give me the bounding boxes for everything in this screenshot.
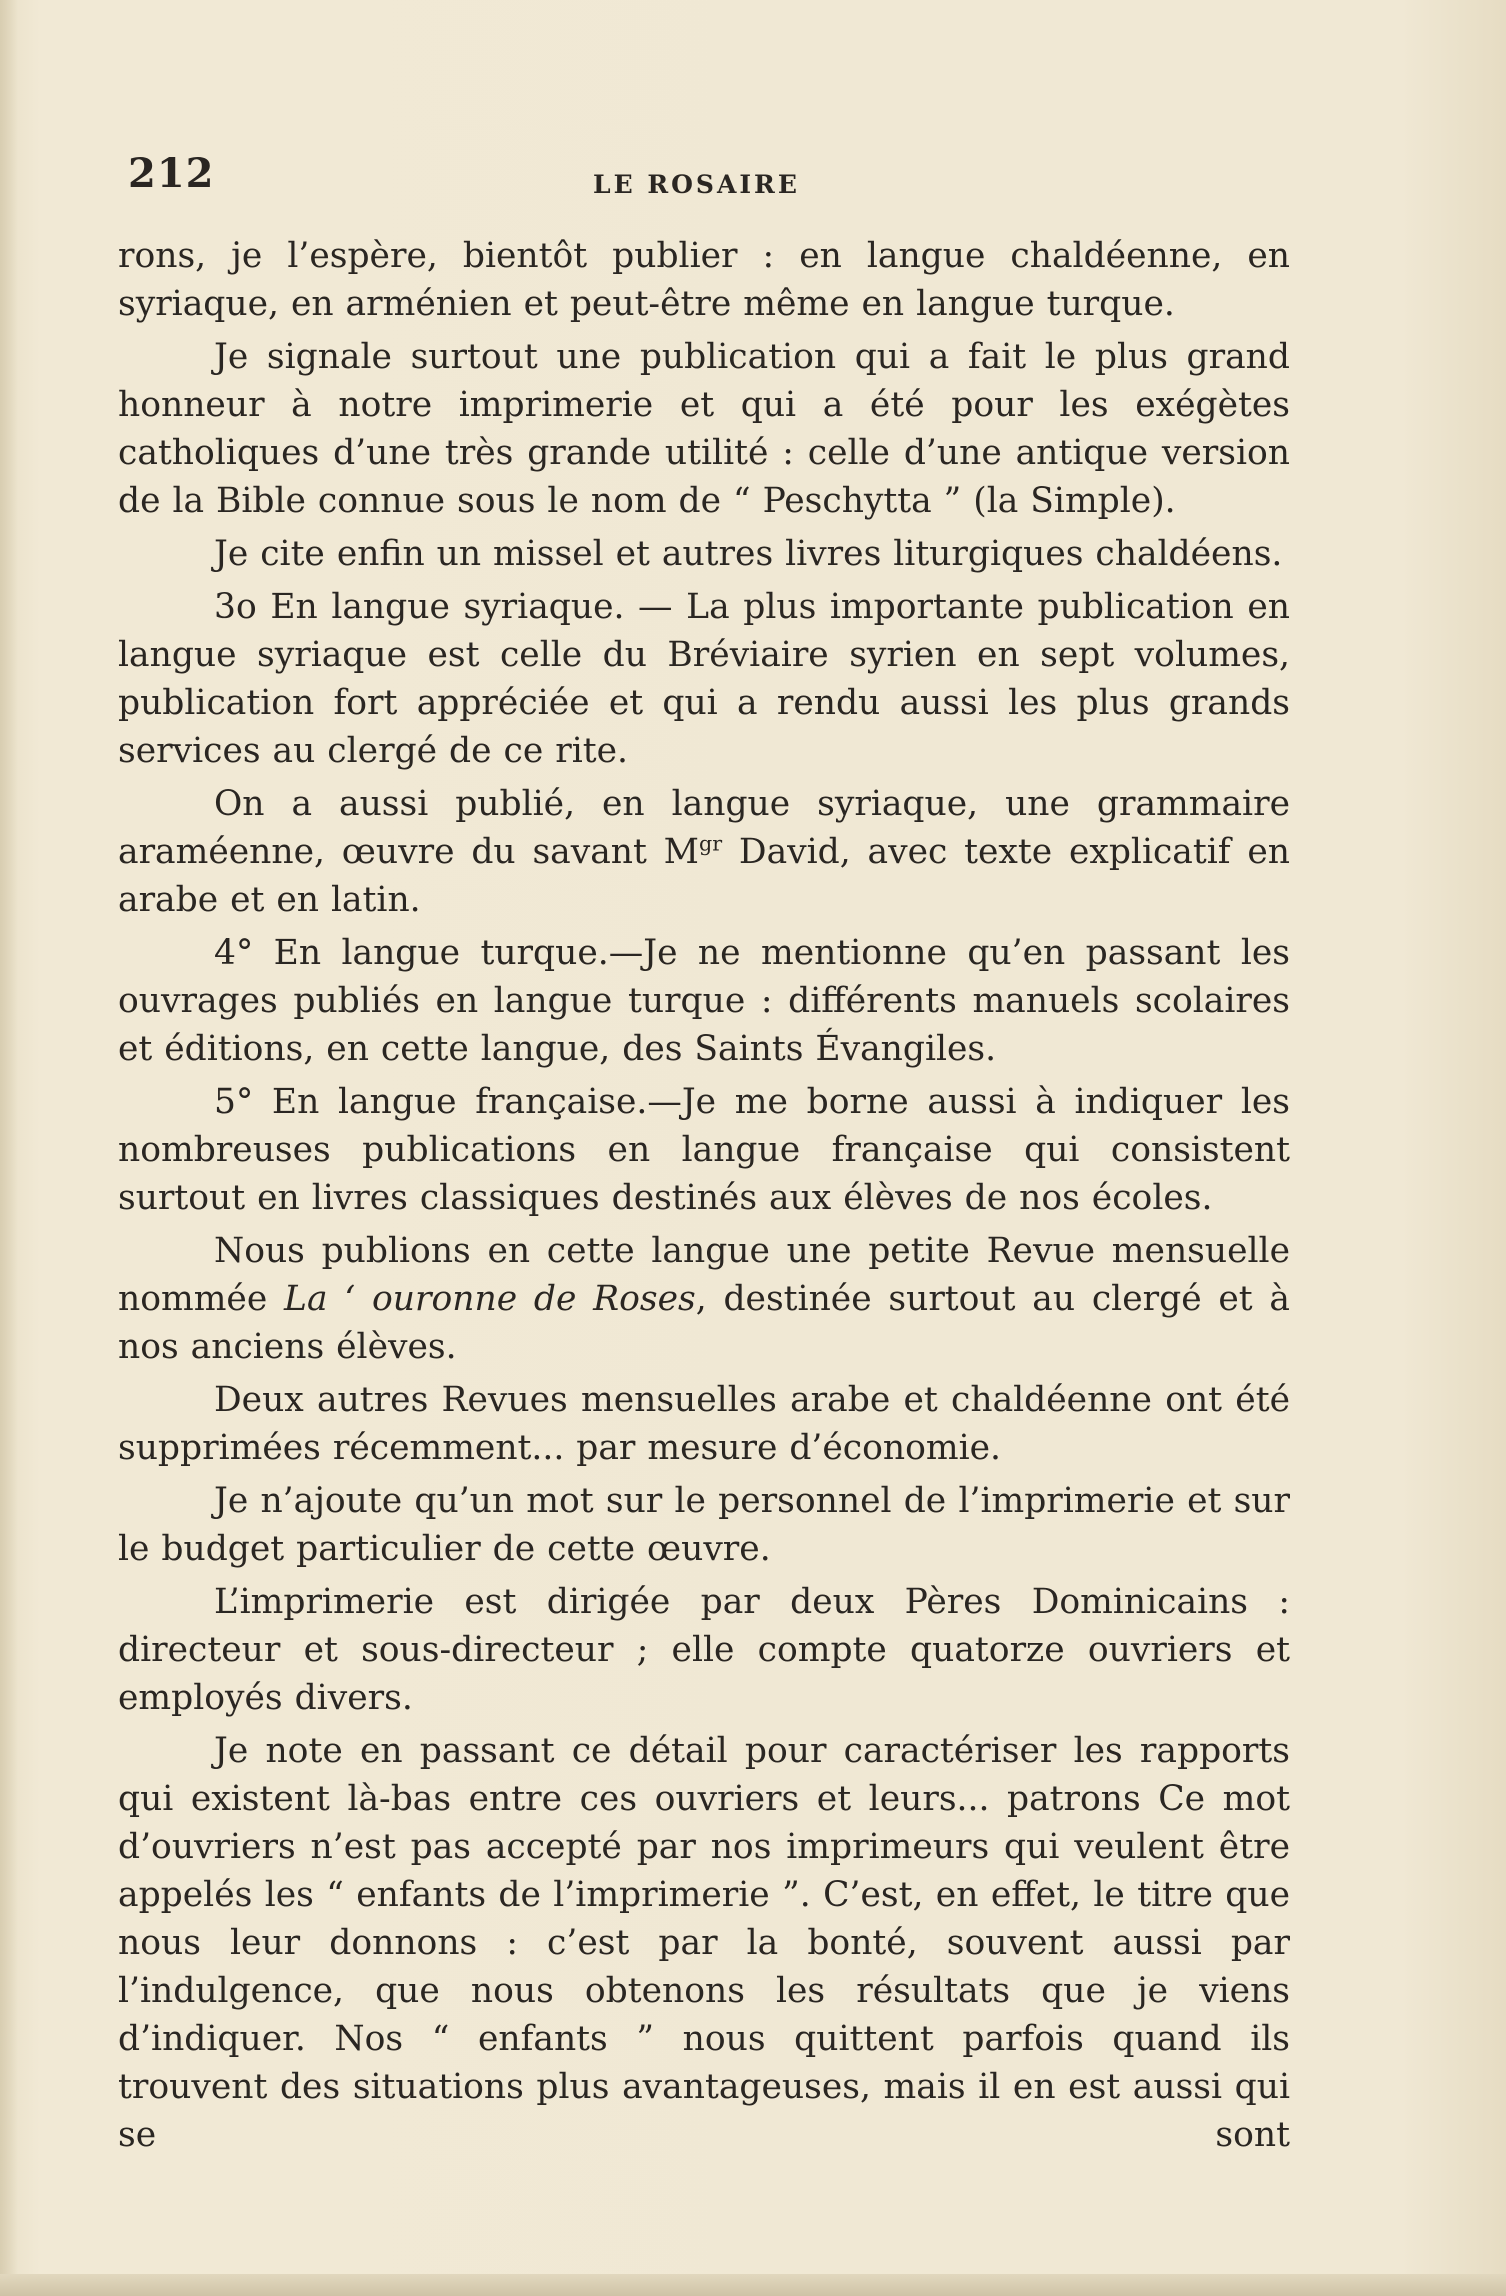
paragraph-5-text-b: David, avec texte explicatif en arabe et en latin. [118,832,1290,920]
paragraph-4-syriac: 3o En langue syriaque. — La plus importante publication en langue syriaque est celle du Bréviaire syrien en sept volumes, publication fort appréciée et qui a rendu aussi les plus grands services au clergé de ce rite. [118,587,1290,771]
paragraph-3: Je cite enfin un missel et autres livres liturgiques chaldéens. [214,534,1283,574]
paragraph-9: Deux autres Revues mensuelles arabe et chaldéenne ont été supprimées récemment... par mesure d’économie. [118,1380,1290,1468]
page-left-edge-shadow [0,0,18,2296]
paragraph-7-french: 5° En langue française.—Je me borne aussi à indiquer les nombreuses publications en langue française qui consistent surtout en livres classiques destinés aux élèves de nos écoles. [118,1082,1290,1218]
paragraph-8-revue [118,1227,1290,1371]
page-header [128,150,1290,200]
monseigneur-superscript: gr [698,831,723,856]
page-bottom-edge [0,2274,1506,2296]
paragraph-8-text-b: , destinée surtout au clergé et à nos anciens élèves. [118,1279,1290,1367]
paragraph-5-text-a: On a aussi publié, en langue syriaque, une grammaire araméenne, œuvre du savant M [118,784,1290,872]
paragraph-5-grammar [118,780,1290,924]
paragraph-1: rons, je l’espère, bientôt publier : en langue chaldéenne, en syriaque, en arménien et peut-être même en langue turque. [118,236,1290,324]
revue-title: La ‘ ouronne de Roses [284,1279,696,1319]
paragraph-8-text-a: Nous publions en cette langue une petite Revue mensuelle nommée [118,1231,1290,1319]
body-text [118,232,1290,2164]
running-title: LE ROSAIRE [593,170,800,199]
paragraph-6-turkish: 4° En langue turque.—Je ne mentionne qu’en passant les ouvrages publiés en langue turque : différents manuels scolaires et éditions, en cette langue, des Saints Évangiles. [118,933,1290,1069]
paragraph-10: Je n’ajoute qu’un mot sur le personnel de l’imprimerie et sur le budget particulier de cette œuvre. [118,1481,1290,1569]
paragraph-11: L’imprimerie est dirigée par deux Pères Dominicains : directeur et sous-directeur ; elle compte quatorze ouvriers et employés divers. [118,1582,1290,1718]
page-number: 212 [128,150,215,197]
paragraph-2: Je signale surtout une publication qui a fait le plus grand honneur à notre imprimerie et qui a été pour les exégètes catholiques d’une très grande utilité : celle d’une antique version de la Bible connue sous le nom de “ Peschytta ” (la Simple). [118,337,1290,521]
paragraph-12: Je note en passant ce détail pour caractériser les rapports qui existent là-bas entre ces ouvriers et leurs... patrons Ce mot d’ouvriers n’est pas accepté par nos imprimeurs qui veulent être appelés les “ enfants de l’imprimerie ”. C’est, en effet, le titre que nous leur donnons : c’est par la bonté, souvent aussi par l’indulgence, que nous obtenons les résultats que je viens d’indiquer. Nos “ enfants ” nous quittent parfois quand ils trouvent des situations plus avantageuses, mais il en est aussi qui se sont [118,1731,1290,2155]
